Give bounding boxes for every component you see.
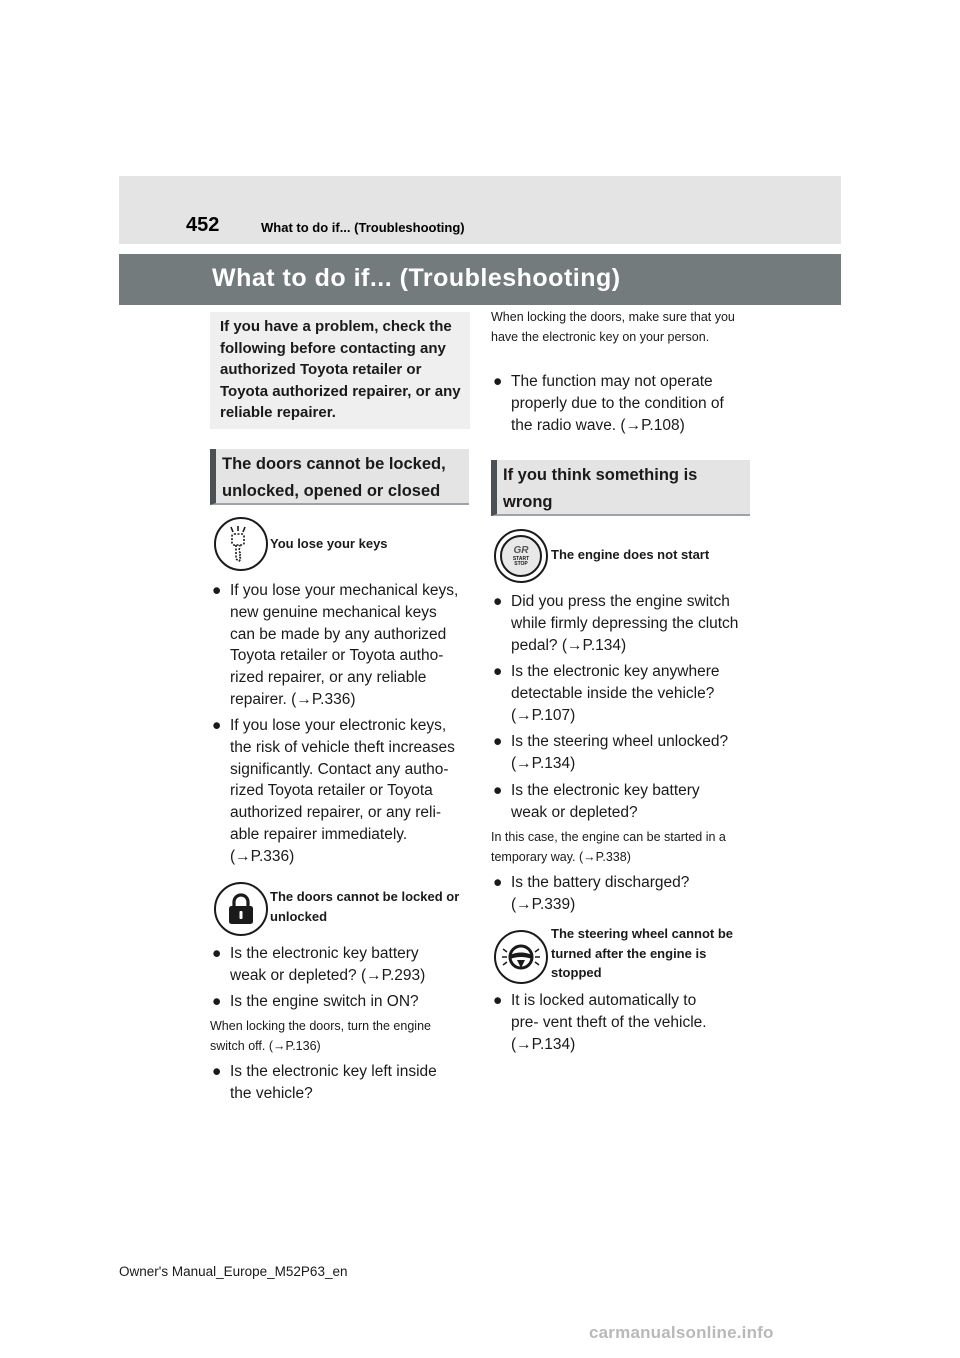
bullet-dot: ● [212,945,222,962]
lock-label: The doors cannot be locked or unlocked [270,889,460,924]
section-title-doors: The doors cannot be locked, unlocked, opened or closed [222,455,446,500]
bullet-dot: ● [493,663,503,680]
section-header-wrong [491,460,750,516]
bullet-text: Is the engine switch in ON? [230,993,419,1010]
bullet-dot: ● [493,593,503,610]
bullet-text: Did you press the engine switch while firmly depressing the clutch pedal? (→P.134) [511,593,739,654]
page-number: 452 [186,214,220,236]
bullet-dot: ● [212,717,222,734]
lock-icon-circle [214,882,268,936]
engine-label: The engine does not start [551,547,710,562]
bullet-text: It is locked automatically to pre- vent theft of the vehicle. (→P.134) [511,992,707,1053]
icon-stop-text: STOP [514,560,528,567]
lost-key-icon [214,517,268,571]
bullet-text: If you lose your mechanical keys, new genuine mechanical keys can be made by any authorized Toyota retailer or Toyota autho- rized repairer, or any reliable repairer. (→P.336) [230,582,459,708]
list-item [493,731,745,777]
header-band [119,176,841,244]
bullet-dot: ● [212,993,222,1010]
section-title-wrong: If you think something is wrong [503,466,698,511]
lost-keys-label: You lose your keys [270,536,388,551]
steering-label: The steering wheel cannot be turned after the engine is stopped [551,926,734,980]
list-item [212,943,464,989]
key-icon [226,526,256,562]
bullet-text: Is the electronic key battery weak or depleted? [511,782,700,821]
footer-text: Owner's Manual_Europe_M52P63_en [119,1264,348,1279]
bullet-text: If you lose your electronic keys, the risk of vehicle theft increases significantly. Contact any autho- rized Toyota retailer or Toyota authorized repairer, or any reli- able repairer immediately. (→P.336) [230,717,455,865]
start-stop-button-icon [500,535,542,577]
list-item [212,580,464,710]
bullet-dot: ● [212,1063,222,1080]
bullet-dot: ● [493,733,503,750]
bullet-text: Is the electronic key anywhere detectable inside the vehicle? (→P.107) [511,663,720,724]
bullet-text: The function may not operate properly due to the condition of the radio wave. (→P.108) [511,373,724,434]
bullet-dot: ● [493,874,503,891]
list-item [493,591,745,659]
section-header-doors [210,449,469,505]
bullet-text: Is the battery discharged? (→P.339) [511,874,690,913]
list-item [493,661,745,729]
engine-note: In this case, the engine can be started in a temporary way. (→P.338) [491,830,726,864]
list-item [493,371,745,439]
icon-brand-text: GR [513,544,529,556]
bullet-dot: ● [493,373,503,390]
top-note: When locking the doors, make sure that you have the electronic key on your person. [491,310,735,344]
bullet-dot: ● [493,782,503,799]
bullet-text: Is the electronic key left inside the vehicle? [230,1063,437,1102]
list-item [493,780,745,826]
bullet-dot: ● [212,582,222,599]
engine-start-icon [494,529,548,583]
lock-note: When locking the doors, turn the engine switch off. (→P.136) [210,1019,431,1053]
steering-lock-icon-circle [494,930,548,984]
steering-wheel-icon [500,939,542,975]
list-item [493,872,745,918]
list-item [212,991,464,1015]
bullet-text: Is the steering wheel unlocked? (→P.134) [511,733,729,772]
list-item [212,715,464,865]
intro-text: If you have a problem, check the following before contacting any authorized Toyota retailer or Toyota authorized repairer, or any reliable repairer. [220,318,461,421]
bullet-dot: ● [493,992,503,1009]
watermark: carmanualsonline.info [589,1323,774,1342]
running-title: What to do if... (Troubleshooting) [261,220,465,235]
list-item [493,990,745,1058]
icon-start-text: START [512,555,530,562]
bullet-text: Is the electronic key battery weak or depleted? (→P.293) [230,945,426,984]
intro-box [210,312,470,429]
padlock-icon [227,893,255,925]
page-title: What to do if... (Troubleshooting) [212,264,621,292]
list-item [212,1061,464,1107]
